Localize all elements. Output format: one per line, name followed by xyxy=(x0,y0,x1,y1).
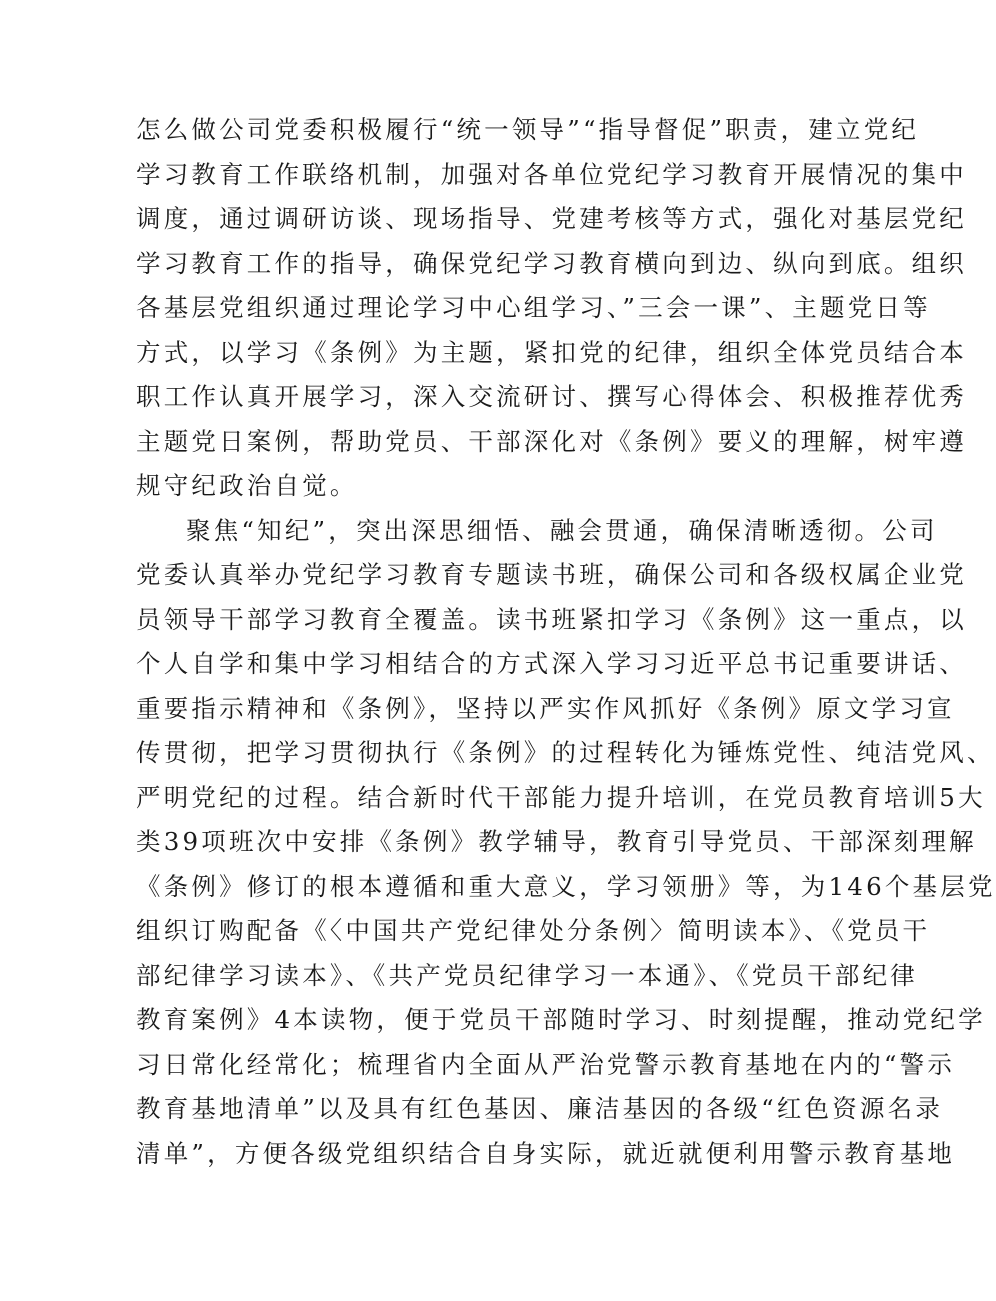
paragraph-2-line: 重要指示精神和《条例》，坚持以严实作风抓好《条例》原文学习宣 xyxy=(136,693,955,723)
paragraph-1-line: 方式，以学习《条例》为主题，紧扣党的纪律，组织全体党员结合本 xyxy=(136,337,967,367)
paragraph-1-line: 规守纪政治自觉。 xyxy=(136,471,358,500)
document-body xyxy=(136,108,996,1176)
paragraph-2-line: 类39项班次中安排《条例》教学辅导，教育引导党员、干部深刻理解 xyxy=(136,827,977,856)
paragraph-1-line: 主题党日案例，帮助党员、干部深化对《条例》要义的理解，树牢遵 xyxy=(136,426,967,456)
paragraph-2-line: 党委认真举办党纪学习教育专题读书班，确保公司和各级权属企业党 xyxy=(136,560,967,589)
paragraph-2-line: 员领导干部学习教育全覆盖。读书班紧扣学习《条例》这一重点，以 xyxy=(136,604,967,634)
paragraph-2-line: 部纪律学习读本》、《共产党员纪律学习一本通》、《党员干部纪律 xyxy=(136,960,918,990)
paragraph-1-line: 学习教育工作联络机制，加强对各单位党纪学习教育开展情况的集中 xyxy=(136,159,967,189)
paragraph-2-line: 严明党纪的过程。结合新时代干部能力提升培训，在党员教育培训5大 xyxy=(136,782,986,812)
paragraph-1-line: 调度，通过调研访谈、现场指导、党建考核等方式，强化对基层党纪 xyxy=(136,204,967,233)
paragraph-2-line: 聚焦“知纪”，突出深思细悟、融会贯通，确保清晰透彻。公司 xyxy=(186,515,938,545)
paragraph-1-line: 怎么做公司党委积极履行“统一领导”“指导督促”职责，建立党纪 xyxy=(136,115,920,144)
paragraph-2-line: 《条例》修订的根本遵循和重大意义，学习领册》等，为146个基层党 xyxy=(136,871,996,901)
paragraph-2 xyxy=(136,509,996,1177)
paragraph-2-line: 传贯彻，把学习贯彻执行《条例》的过程转化为锤炼党性、纯洁党风、 xyxy=(136,738,995,767)
paragraph-2-line: 个人自学和集中学习相结合的方式深入学习习近平总书记重要讲话、 xyxy=(136,649,967,678)
paragraph-2-line: 习日常化经常化；梳理省内全面从严治党警示教育基地在内的“警示 xyxy=(136,1049,956,1079)
paragraph-1-line: 职工作认真开展学习，深入交流研讨、撰写心得体会、积极推荐优秀 xyxy=(136,382,967,411)
paragraph-2-line: 清单”，方便各级党组织结合自身实际，就近就便利用警示教育基地 xyxy=(136,1138,956,1168)
paragraph-2-line: 组织订购配备《〈中国共产党纪律处分条例〉简明读本》、《党员干 xyxy=(136,916,931,945)
paragraph-1 xyxy=(136,108,967,509)
paragraph-1-line: 各基层党组织通过理论学习中心组学习、”三会一课”、主题党日等 xyxy=(136,293,931,322)
paragraph-1-line: 学习教育工作的指导，确保党纪学习教育横向到边、纵向到底。组织 xyxy=(136,248,967,278)
paragraph-2-line: 教育基地清单”以及具有红色基因、廉洁基因的各级“红色资源名录 xyxy=(136,1094,944,1123)
paragraph-2-line: 教育案例》4本读物，便于党员干部随时学习、时刻提醒，推动党纪学 xyxy=(136,1005,986,1034)
